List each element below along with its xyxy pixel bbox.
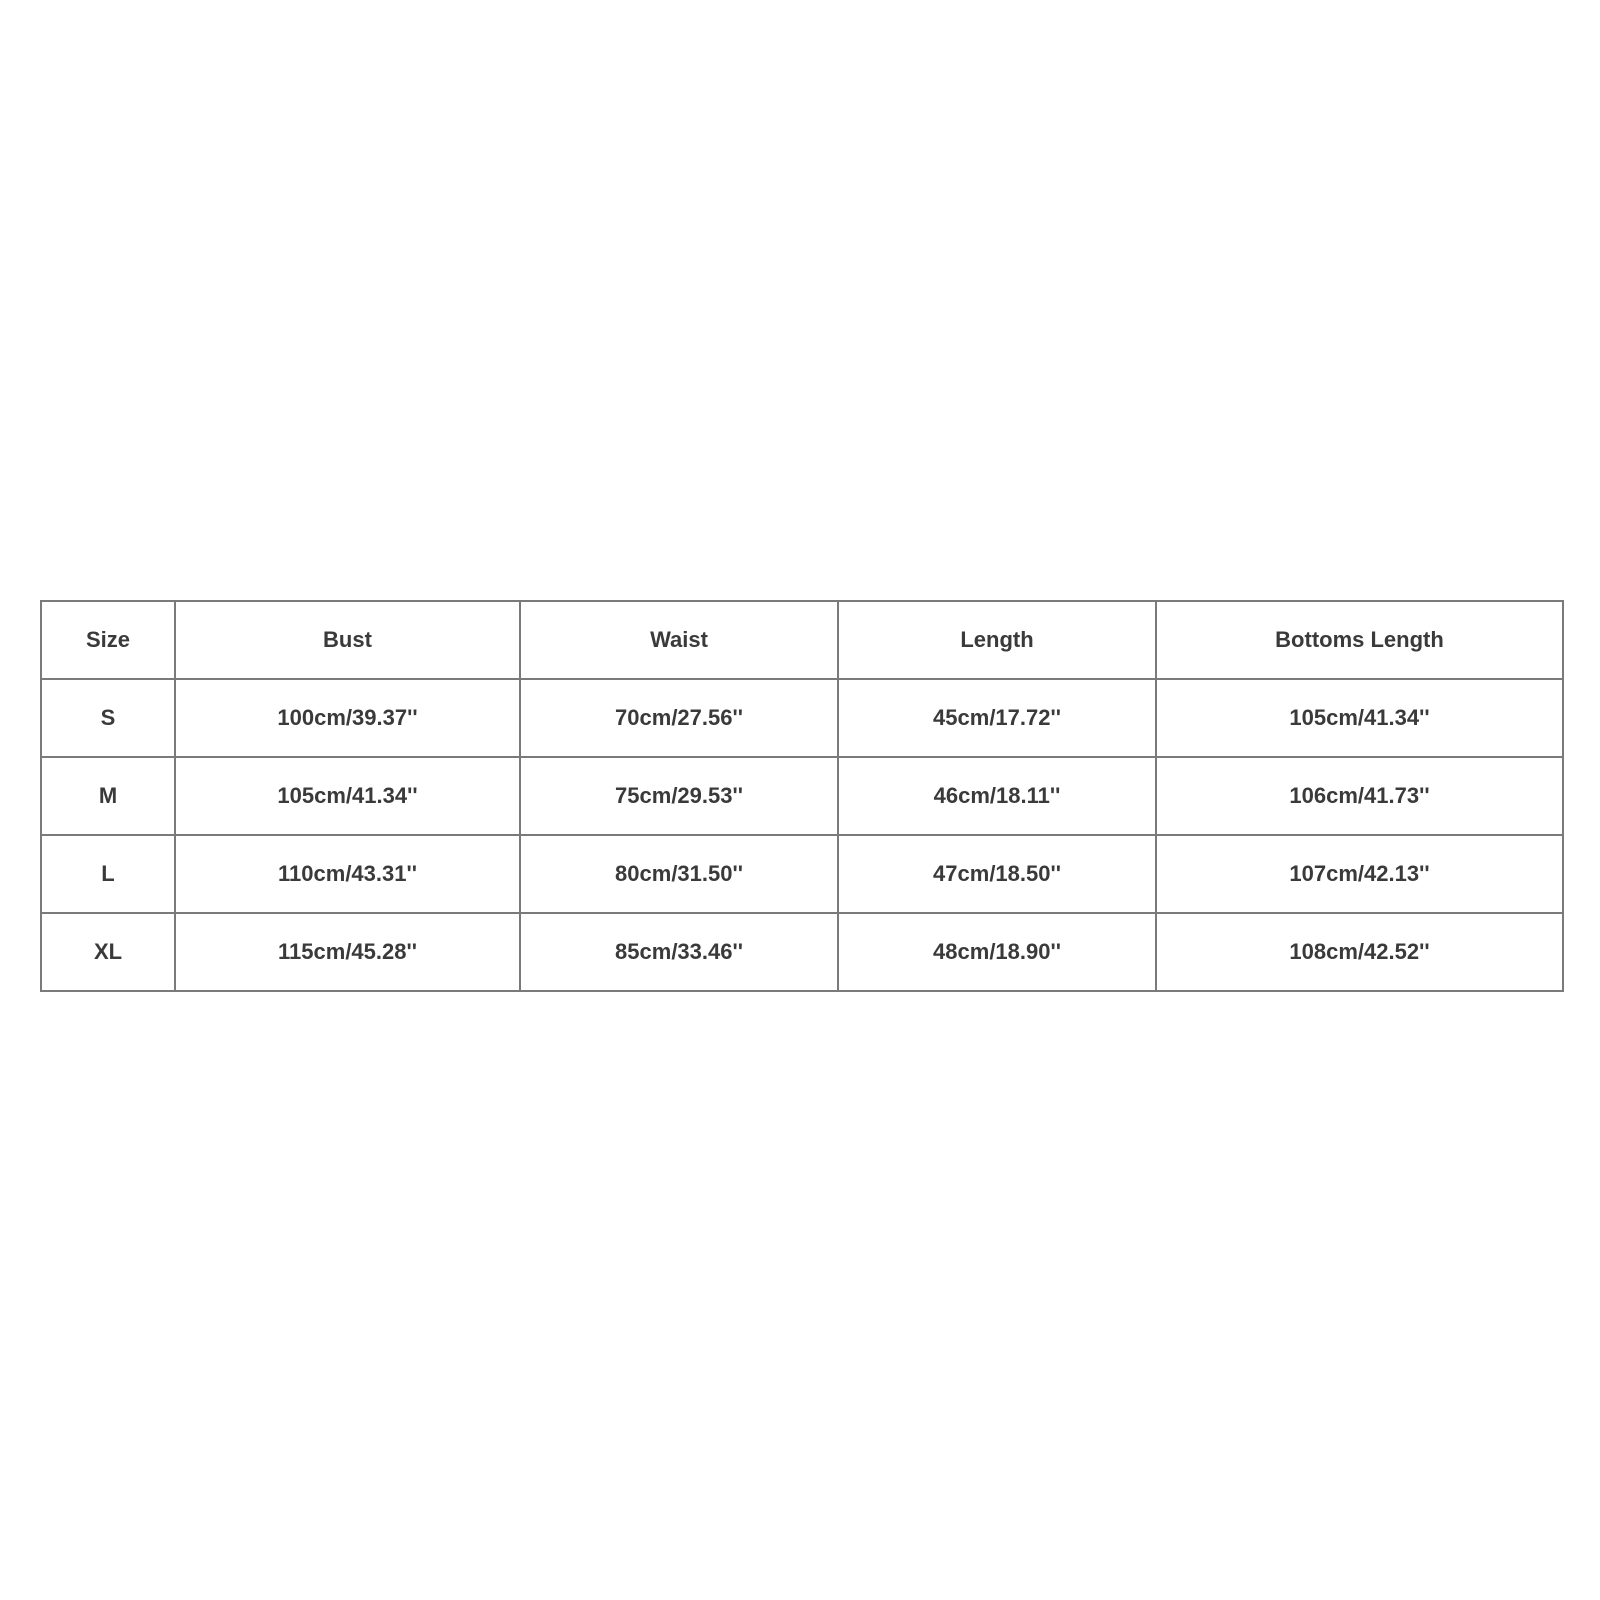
cell-length: 48cm/18.90'' xyxy=(838,913,1156,991)
table-row xyxy=(41,835,1563,913)
cell-size: M xyxy=(41,757,175,835)
cell-bottoms-length: 106cm/41.73'' xyxy=(1156,757,1563,835)
cell-bottoms-length: 108cm/42.52'' xyxy=(1156,913,1563,991)
header-waist: Waist xyxy=(520,601,838,679)
table-row xyxy=(41,679,1563,757)
cell-bust: 110cm/43.31'' xyxy=(175,835,520,913)
cell-waist: 80cm/31.50'' xyxy=(520,835,838,913)
size-chart-table xyxy=(40,600,1564,992)
header-row xyxy=(41,601,1563,679)
cell-waist: 85cm/33.46'' xyxy=(520,913,838,991)
cell-length: 46cm/18.11'' xyxy=(838,757,1156,835)
cell-waist: 75cm/29.53'' xyxy=(520,757,838,835)
cell-bottoms-length: 107cm/42.13'' xyxy=(1156,835,1563,913)
cell-bust: 115cm/45.28'' xyxy=(175,913,520,991)
cell-bottoms-length: 105cm/41.34'' xyxy=(1156,679,1563,757)
cell-bust: 105cm/41.34'' xyxy=(175,757,520,835)
table-row xyxy=(41,913,1563,991)
cell-size: S xyxy=(41,679,175,757)
table-row xyxy=(41,757,1563,835)
header-size: Size xyxy=(41,601,175,679)
cell-length: 47cm/18.50'' xyxy=(838,835,1156,913)
header-length: Length xyxy=(838,601,1156,679)
cell-length: 45cm/17.72'' xyxy=(838,679,1156,757)
cell-waist: 70cm/27.56'' xyxy=(520,679,838,757)
cell-size: L xyxy=(41,835,175,913)
header-bust: Bust xyxy=(175,601,520,679)
header-bottoms-length: Bottoms Length xyxy=(1156,601,1563,679)
cell-size: XL xyxy=(41,913,175,991)
cell-bust: 100cm/39.37'' xyxy=(175,679,520,757)
